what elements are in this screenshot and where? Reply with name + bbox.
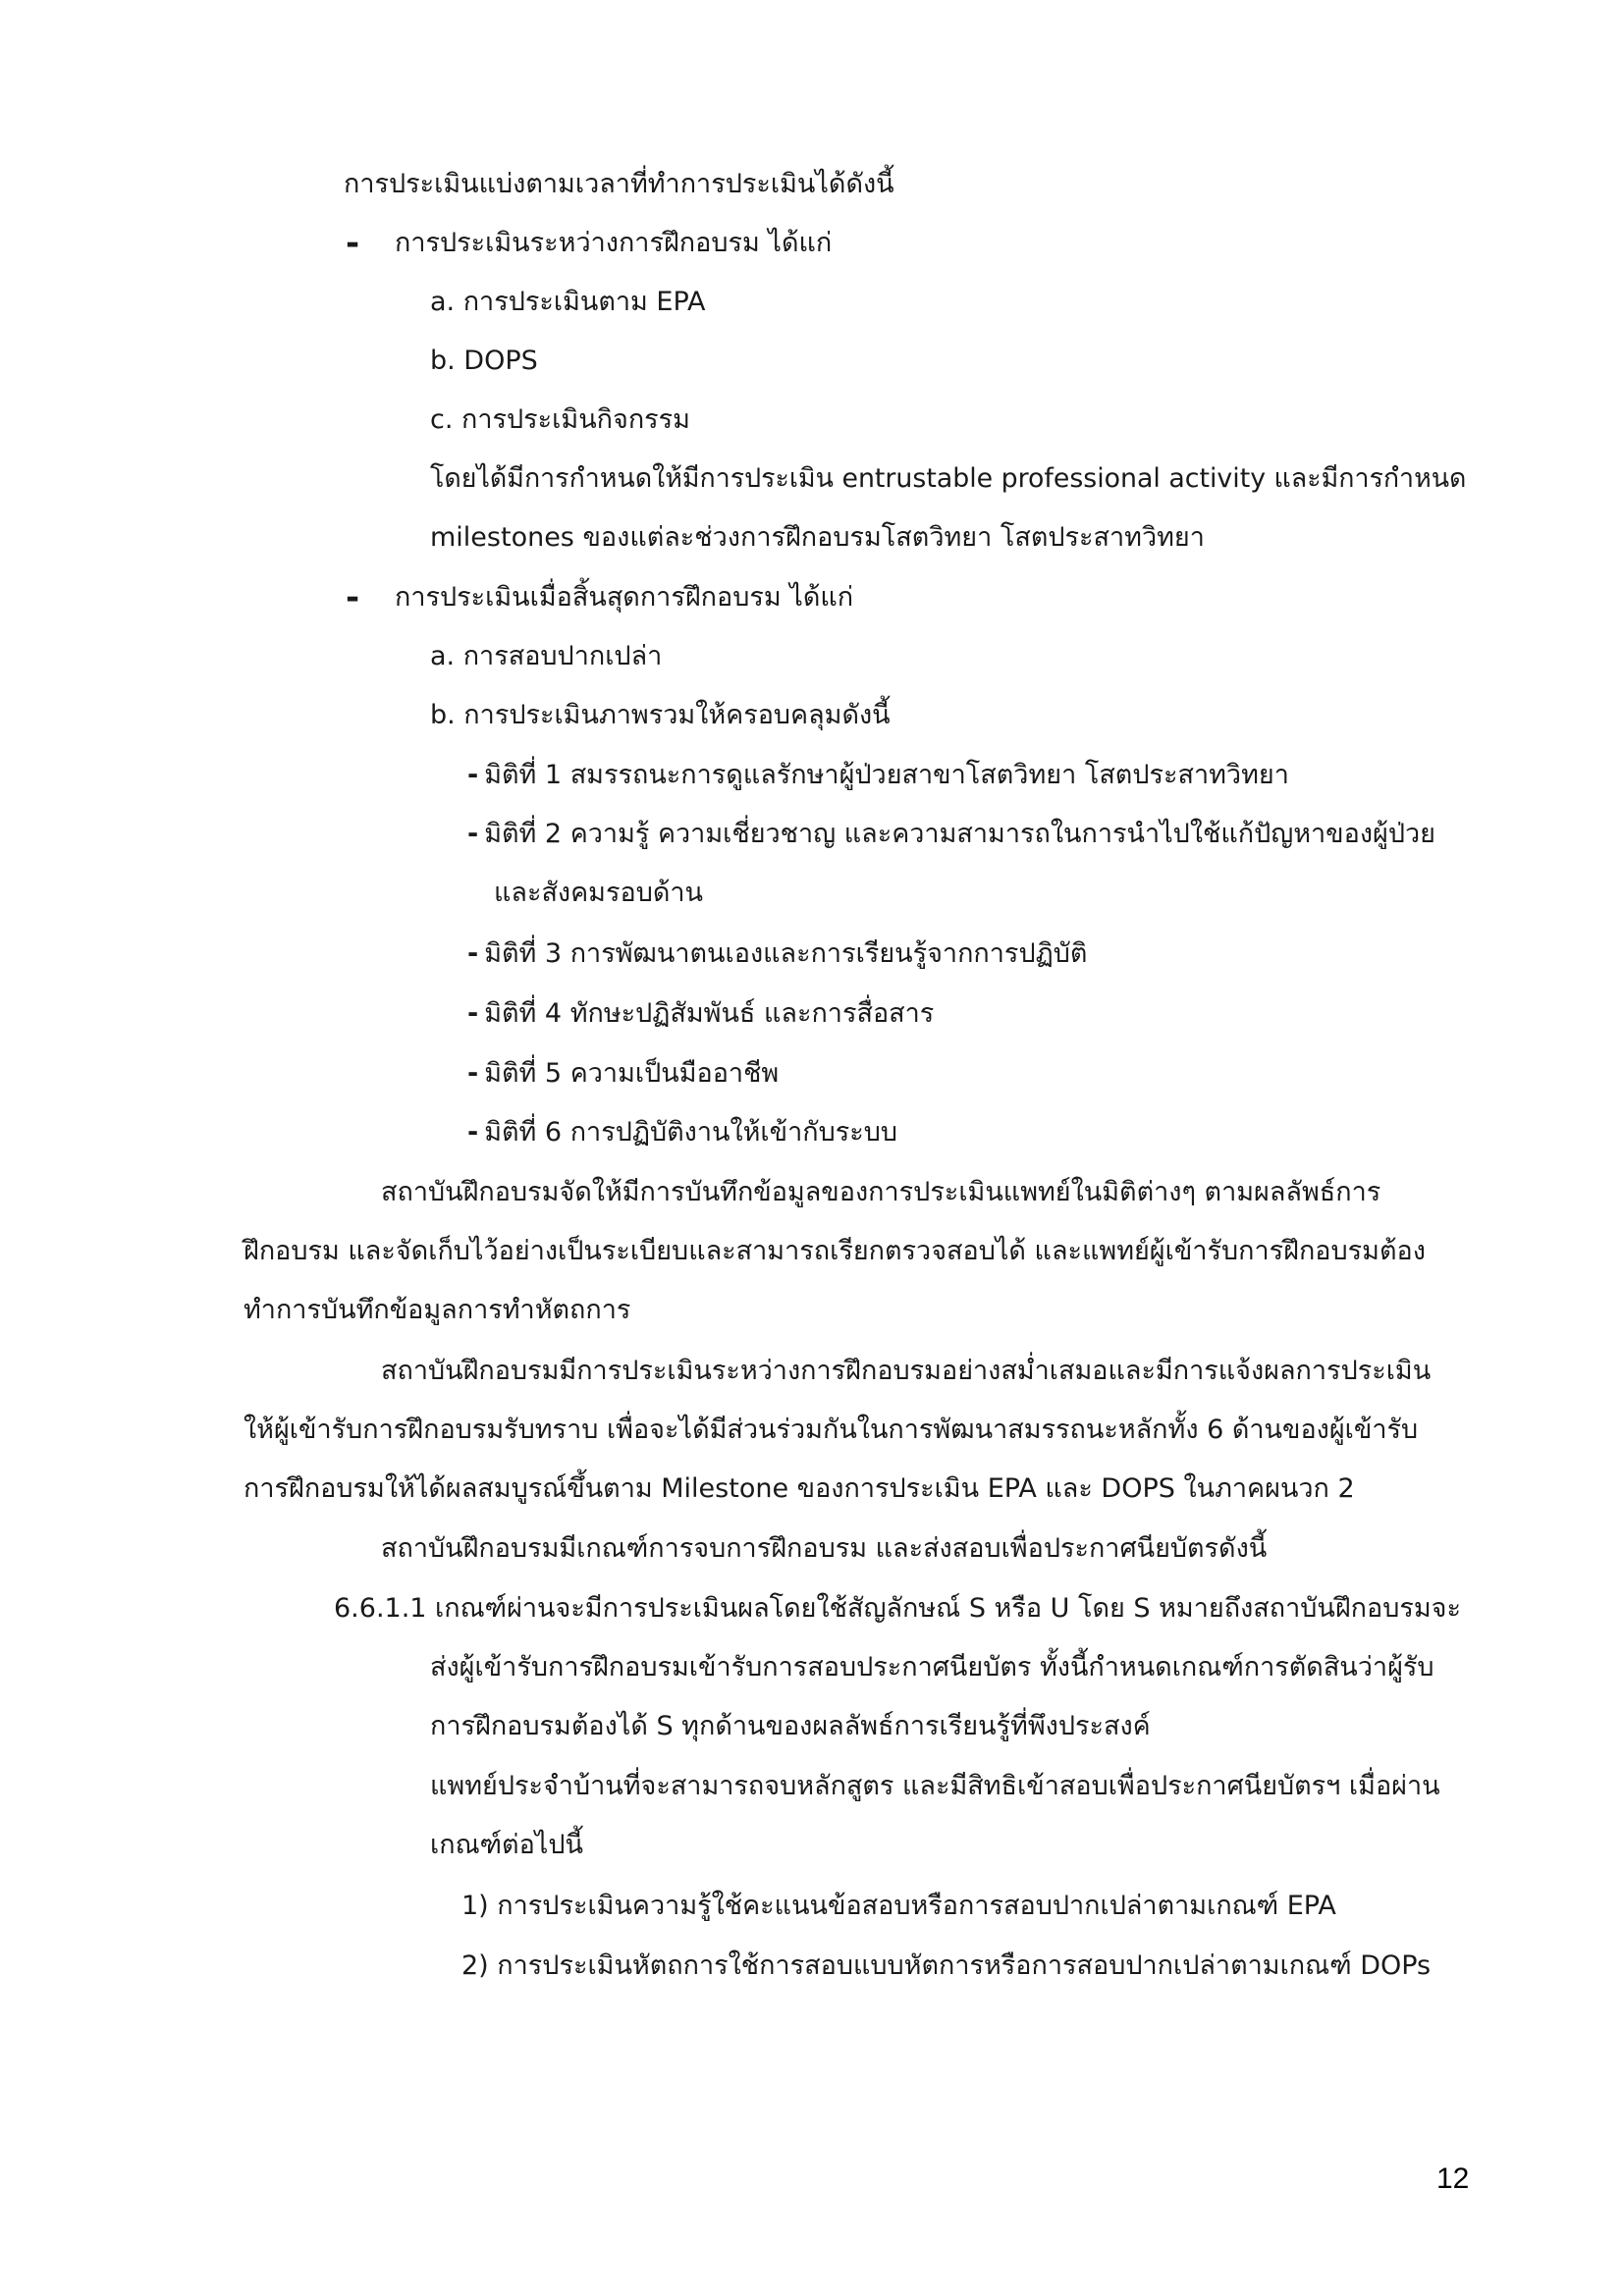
list-item: c. การประเมินกิจกรรม	[430, 404, 690, 435]
epa-note-line: โดยได้มีการกำหนดให้มีการประเมิน entrustable professional activity และมีการกำหนด	[430, 463, 1467, 494]
section-6611-line: 6.6.1.1 เกณฑ์ผ่านจะมีการประเมินผลโดยใช้สัญลักษณ์ S หรือ U โดย S หมายถึงสถาบันฝึกอบรมจะ	[334, 1593, 1461, 1624]
bullet-dash: -	[346, 578, 360, 617]
dimension-item-continued: และสังคมรอบด้าน	[494, 878, 703, 908]
criteria-item: 1) การประเมินความรู้ใช้คะแนนข้อสอบหรือการสอบปากเปล่าตามเกณฑ์ EPA	[461, 1891, 1336, 1921]
section-6611-line: แพทย์ประจำบ้านที่จะสามารถจบหลักสูตร และมีสิทธิเข้าสอบเพื่อประกาศนียบัตรฯ เมื่อผ่าน	[430, 1771, 1440, 1801]
dimension-item: - มิติที่ 5 ความเป็นมืออาชีพ	[467, 1058, 780, 1089]
section-6611-line: การฝึกอบรมต้องได้ S ทุกด้านของผลลัพธ์การเรียนรู้ที่พึงประสงค์	[430, 1711, 1151, 1741]
page-number: 12	[1436, 2163, 1470, 2195]
dimension-item: - มิติที่ 1 สมรรถนะการดูแลรักษาผู้ป่วยสาขาโสตวิทยา โสตประสาทวิทยา	[467, 760, 1289, 790]
dimension-item: - มิติที่ 4 ทักษะปฏิสัมพันธ์ และการสื่อสาร	[467, 998, 935, 1029]
intro-text: การประเมินแบ่งตามเวลาที่ทำการประเมินได้ดังนี้	[344, 169, 894, 199]
during-training-heading: การประเมินระหว่างการฝึกอบรม ได้แก่	[395, 228, 833, 258]
dimension-item: - มิติที่ 2 ความรู้ ความเชี่ยวชาญ และความสามารถในการนำไปใช้แก้ปัญหาของผู้ป่วย	[467, 819, 1435, 849]
paragraph-line: สถาบันฝึกอบรมจัดให้มีการบันทึกข้อมูลของการประเมินแพทย์ในมิติต่างๆ ตามผลลัพธ์การ	[381, 1177, 1381, 1207]
end-training-heading: การประเมินเมื่อสิ้นสุดการฝึกอบรม ได้แก่	[395, 582, 854, 613]
paragraph-line: ทำการบันทึกข้อมูลการทำหัตถการ	[243, 1295, 631, 1325]
dimension-item: - มิติที่ 6 การปฏิบัติงานให้เข้ากับระบบ	[467, 1117, 898, 1148]
dimension-item: - มิติที่ 3 การพัฒนาตนเองและการเรียนรู้จากการปฏิบัติ	[467, 938, 1088, 969]
epa-note-line: milestones ของแต่ละช่วงการฝึกอบรมโสตวิทยา โสตประสาทวิทยา	[430, 522, 1205, 553]
paragraph-line: ให้ผู้เข้ารับการฝึกอบรมรับทราบ เพื่อจะได้มีส่วนร่วมกันในการพัฒนาสมรรถนะหลักทั้ง 6 ด้านของผู้เข้ารับ	[243, 1415, 1419, 1445]
paragraph-line: การฝึกอบรมให้ได้ผลสมบูรณ์ขึ้นตาม Milestone ของการประเมิน EPA และ DOPS ในภาคผนวก 2	[243, 1473, 1355, 1504]
bullet-dash: -	[346, 224, 360, 263]
section-6611-line: เกณฑ์ต่อไปนี้	[430, 1830, 583, 1860]
paragraph-line: สถาบันฝึกอบรมมีเกณฑ์การจบการฝึกอบรม และส่งสอบเพื่อประกาศนียบัตรดังนี้	[381, 1533, 1268, 1564]
paragraph-line: สถาบันฝึกอบรมมีการประเมินระหว่างการฝึกอบรมอย่างสม่ำเสมอและมีการแจ้งผลการประเมิน	[381, 1356, 1432, 1386]
list-item: b. การประเมินภาพรวมให้ครอบคลุมดังนี้	[430, 700, 891, 730]
paragraph-line: ฝึกอบรม และจัดเก็บไว้อย่างเป็นระเบียบและสามารถเรียกตรวจสอบได้ และแพทย์ผู้เข้ารับการฝึกอบรมต้อง	[243, 1236, 1426, 1266]
section-6611-line: ส่งผู้เข้ารับการฝึกอบรมเข้ารับการสอบประกาศนียบัตร ทั้งนี้กำหนดเกณฑ์การตัดสินว่าผู้รับ	[430, 1652, 1434, 1682]
criteria-item: 2) การประเมินหัตถการใช้การสอบแบบหัตการหรือการสอบปากเปล่าตามเกณฑ์ DOPs	[461, 1950, 1432, 1981]
list-item: a. การประเมินตาม EPA	[430, 287, 706, 317]
list-item: a. การสอบปากเปล่า	[430, 641, 663, 671]
list-item: b. DOPS	[430, 346, 538, 376]
